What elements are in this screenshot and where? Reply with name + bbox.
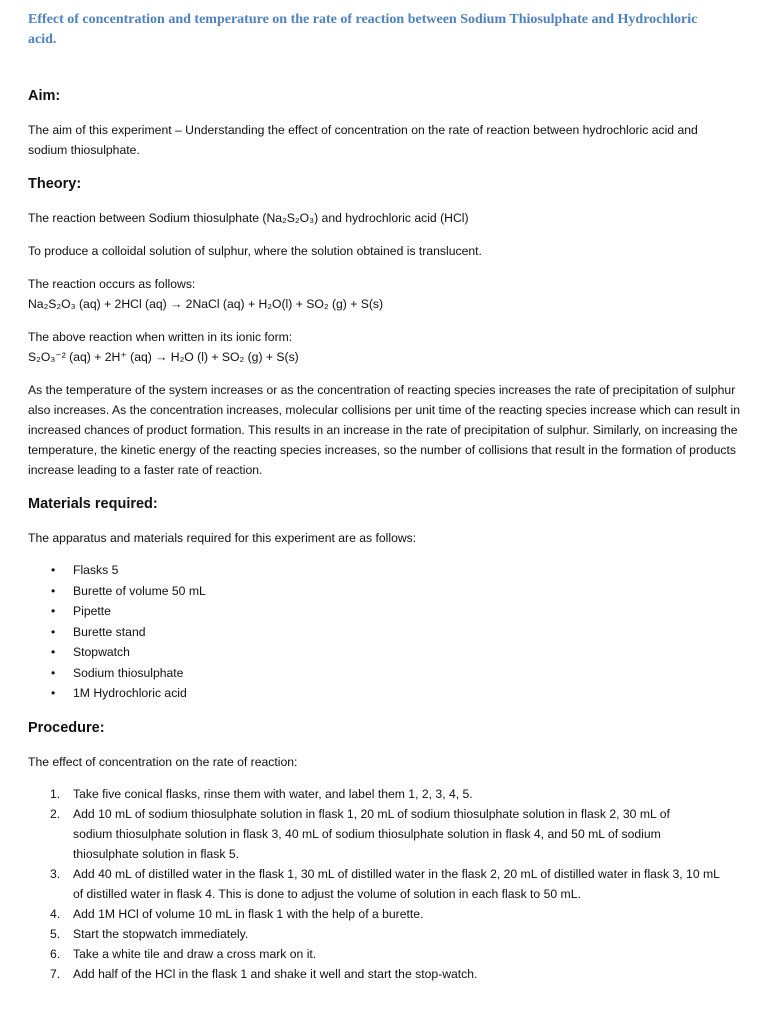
document-title: Effect of concentration and temperature on the rate of reaction between Sodium Thiosulphate and Hydrochloric acid. — [28, 12, 698, 47]
list-item: • Burette of volume 50 mL — [28, 581, 740, 602]
bullet-icon: • — [51, 686, 56, 700]
list-item: 1. Take five conical flasks, rinse them with water, and label them 1, 2, 3, 4, 5. — [28, 784, 740, 804]
bullet-icon: • — [51, 563, 56, 577]
aim-text: The aim of this experiment – Understanding the effect of concentration on the rate of reaction between hydrochloric acid and sodium thiosulphate. — [28, 123, 698, 157]
bullet-icon: • — [51, 645, 56, 659]
theory-heading: Theory: — [28, 176, 82, 192]
list-item: 3. Add 40 mL of distilled water in the flask 1, 30 mL of distilled water in the flask 2, 20 mL of distilled water in flask 3, 10 mL of distilled water in flask 4. This is done to adjust the volume of solution in each flask to 50 mL. — [28, 864, 733, 904]
list-item: • Pipette — [28, 601, 740, 622]
step-number: 5. — [50, 926, 61, 941]
step-number: 6. — [50, 946, 61, 961]
document-page — [28, 10, 740, 984]
list-item: 6. Take a white tile and draw a cross mark on it. — [28, 944, 740, 964]
list-item: • 1M Hydrochloric acid — [28, 683, 740, 704]
list-item: 4. Add 1M HCl of volume 10 mL in flask 1 with the help of a burette. — [28, 904, 740, 924]
step-number: 4. — [50, 906, 61, 921]
bullet-icon: • — [51, 624, 56, 639]
reaction-equation: Na₂S₂O₃ (aq) + 2HCl (aq) → 2NaCl (aq) + H₂O(l) + SO₂ (g) + S(s) — [28, 297, 384, 311]
list-item: • Flasks 5 — [28, 560, 740, 581]
materials-intro: The apparatus and materials required for this experiment are as follows: — [28, 531, 417, 545]
bullet-icon: • — [51, 604, 56, 618]
step-number: 2. — [50, 806, 61, 821]
theory-paragraph-explanation: As the temperature of the system increases or as the concentration of reacting species increases the rate of precipitation of sulphur also increases. As the concentration increases, molecular collisions per unit time of the reacting species increase which can result in increased chances of product formation. This results in an increase in the rate of precipitation of sulphur. Similarly, on increasing the temperature, the kinetic energy of the reacting species increases, so the number of collisions that result in the formation of products increase leading to a faster rate of reaction. — [28, 383, 740, 477]
theory-paragraph-1: The reaction between Sodium thiosulphate (Na₂S₂O₃) and hydrochloric acid (HCl) — [28, 211, 469, 225]
list-item: 7. Add half of the HCl in the flask 1 and shake it well and start the stop-watch. — [28, 964, 740, 984]
list-item: 2. Add 10 mL of sodium thiosulphate solution in flask 1, 20 mL of sodium thiosulphate solution in flask 2, 30 mL of sodium thiosulphate solution in flask 3, 40 mL of sodium thiosulphate solution in flask 4, and 50 mL of sodium thiosulphate solution in flask 5. — [28, 804, 688, 864]
bullet-icon: • — [51, 665, 56, 680]
list-item: 5. Start the stopwatch immediately. — [28, 924, 740, 944]
aim-heading: Aim: — [28, 88, 61, 104]
step-number: 7. — [50, 966, 61, 981]
procedure-heading: Procedure: — [28, 719, 105, 736]
list-item: • Sodium thiosulphate — [28, 663, 740, 684]
procedure-steps — [28, 784, 740, 984]
list-item: • Burette stand — [28, 622, 740, 643]
step-number: 3. — [50, 866, 61, 881]
step-number: 1. — [50, 786, 61, 801]
list-item: • Stopwatch — [28, 642, 740, 663]
theory-paragraph-2: To produce a colloidal solution of sulphur, where the solution obtained is translucent. — [28, 244, 482, 258]
materials-heading: Materials required: — [28, 496, 158, 512]
procedure-intro: The effect of concentration on the rate of reaction: — [28, 754, 298, 769]
ionic-intro: The above reaction when written in its ionic form: — [28, 330, 293, 344]
reaction-intro: The reaction occurs as follows: — [28, 277, 196, 291]
bullet-icon: • — [51, 583, 56, 598]
ionic-equation: S₂O₃⁻² (aq) + 2H⁺ (aq) → H₂O (l) + SO₂ (g) + S(s) — [28, 350, 299, 364]
materials-list — [28, 560, 740, 704]
